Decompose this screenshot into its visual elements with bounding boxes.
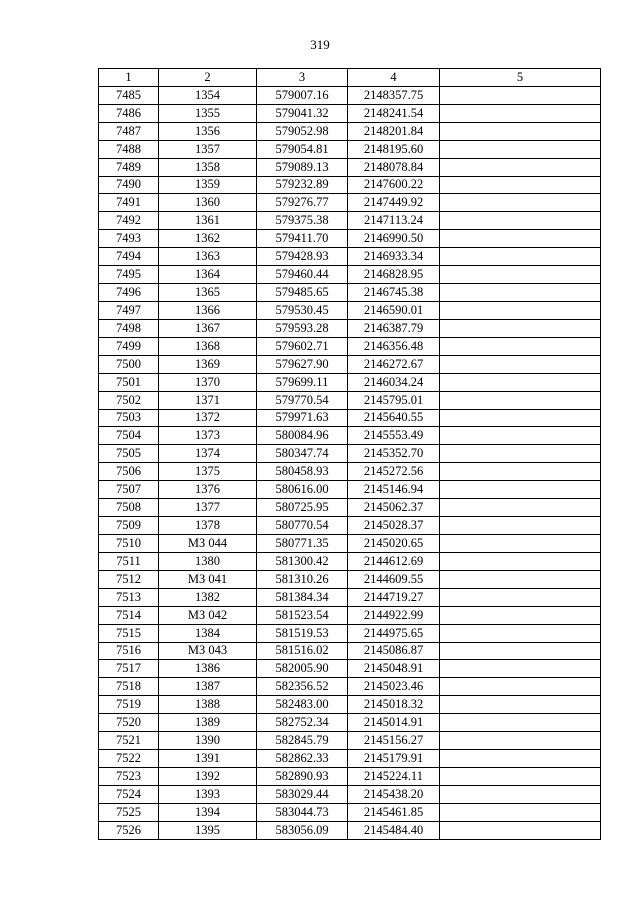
table-cell-col-4: 2146990.50 [348,230,440,248]
table-row [99,158,601,176]
table-cell-col-4: 2146933.34 [348,248,440,266]
table-cell-col-1: 7494 [99,248,159,266]
table-cell-col-4: 2145156.27 [348,732,440,750]
table-cell-col-5 [440,445,601,463]
table-cell-col-3: 581519.53 [257,624,348,642]
table-cell-col-5 [440,104,601,122]
table-cell-col-5 [440,606,601,624]
table-row [99,534,601,552]
table-cell-col-3: 583056.09 [257,821,348,839]
table-cell-col-1: 7491 [99,194,159,212]
table-row [99,427,601,445]
table-cell-col-4: 2146590.01 [348,301,440,319]
table-cell-col-5 [440,534,601,552]
table-cell-col-2: 1359 [159,176,257,194]
table-cell-col-5 [440,463,601,481]
table-cell-col-5 [440,481,601,499]
table-cell-col-5 [440,588,601,606]
table-cell-col-5 [440,194,601,212]
table-row [99,445,601,463]
table-cell-col-2: 1356 [159,122,257,140]
table-cell-col-4: 2146745.38 [348,284,440,302]
table-cell-col-2: 1371 [159,391,257,409]
table-cell-col-1: 7507 [99,481,159,499]
table-cell-col-4: 2144922.99 [348,606,440,624]
table-cell-col-1: 7490 [99,176,159,194]
table-cell-col-1: 7505 [99,445,159,463]
table-cell-col-3: 580458.93 [257,463,348,481]
table-row [99,391,601,409]
table-cell-col-4: 2147449.92 [348,194,440,212]
table-cell-col-3: 581300.42 [257,552,348,570]
table-cell-col-1: 7487 [99,122,159,140]
table-cell-col-4: 2148201.84 [348,122,440,140]
table-cell-col-4: 2145484.40 [348,821,440,839]
table-cell-col-5 [440,678,601,696]
table-row [99,570,601,588]
table-cell-col-1: 7519 [99,696,159,714]
table-cell-col-5 [440,319,601,337]
table-cell-col-2: 1377 [159,499,257,517]
table-cell-col-5 [440,517,601,535]
table-cell-col-1: 7515 [99,624,159,642]
table-cell-col-2: 1394 [159,803,257,821]
table-row [99,212,601,230]
table-cell-col-4: 2147113.24 [348,212,440,230]
table-row [99,248,601,266]
table-row [99,481,601,499]
table-cell-col-5 [440,284,601,302]
table-cell-col-3: 580771.35 [257,534,348,552]
table-cell-col-3: 579627.90 [257,355,348,373]
table-row [99,301,601,319]
table-cell-col-1: 7509 [99,517,159,535]
table-row [99,176,601,194]
table-cell-col-2: 1365 [159,284,257,302]
table-cell-col-3: 582752.34 [257,714,348,732]
table-cell-col-3: 579041.32 [257,104,348,122]
table-cell-col-5 [440,212,601,230]
table-cell-col-4: 2148195.60 [348,140,440,158]
column-header-1: 1 [99,69,159,87]
table-row [99,230,601,248]
table-cell-col-2: 1355 [159,104,257,122]
table-cell-col-4: 2146387.79 [348,319,440,337]
table-row [99,803,601,821]
table-cell-col-2: 1370 [159,373,257,391]
table-cell-col-1: 7489 [99,158,159,176]
table-cell-col-4: 2145020.65 [348,534,440,552]
table-cell-col-2: 1393 [159,785,257,803]
table-cell-col-1: 7498 [99,319,159,337]
table-cell-col-5 [440,570,601,588]
table-cell-col-1: 7516 [99,642,159,660]
table-cell-col-3: 579007.16 [257,86,348,104]
table-cell-col-4: 2147600.22 [348,176,440,194]
table-cell-col-2: 1386 [159,660,257,678]
table-cell-col-3: 579089.13 [257,158,348,176]
table-cell-col-1: 7510 [99,534,159,552]
table-cell-col-3: 581523.54 [257,606,348,624]
table-cell-col-3: 579411.70 [257,230,348,248]
table-cell-col-3: 581310.26 [257,570,348,588]
table-cell-col-3: 579276.77 [257,194,348,212]
table-cell-col-3: 582862.33 [257,750,348,768]
table-cell-col-1: 7504 [99,427,159,445]
table-cell-col-1: 7500 [99,355,159,373]
table-cell-col-3: 581384.34 [257,588,348,606]
table-header-row [99,69,601,87]
table-cell-col-2: МЗ 044 [159,534,257,552]
table-cell-col-5 [440,176,601,194]
table-cell-col-1: 7524 [99,785,159,803]
table-cell-col-3: 583029.44 [257,785,348,803]
table-row [99,373,601,391]
table-cell-col-5 [440,230,601,248]
column-header-5: 5 [440,69,601,87]
table-cell-col-2: 1390 [159,732,257,750]
table-cell-col-4: 2145553.49 [348,427,440,445]
table-cell-col-4: 2145795.01 [348,391,440,409]
table-cell-col-1: 7495 [99,266,159,284]
table-cell-col-4: 2146034.24 [348,373,440,391]
table-cell-col-1: 7501 [99,373,159,391]
table-cell-col-3: 582483.00 [257,696,348,714]
table-cell-col-1: 7522 [99,750,159,768]
table-cell-col-3: 582005.90 [257,660,348,678]
table-row [99,284,601,302]
table-row [99,409,601,427]
table-cell-col-4: 2145272.56 [348,463,440,481]
table-cell-col-5 [440,427,601,445]
column-header-4: 4 [348,69,440,87]
coordinates-table [98,68,601,840]
table-row [99,767,601,785]
table-cell-col-1: 7502 [99,391,159,409]
table-cell-col-3: 582845.79 [257,732,348,750]
table-cell-col-5 [440,337,601,355]
table-cell-col-4: 2145062.37 [348,499,440,517]
table-row [99,122,601,140]
table-cell-col-5 [440,373,601,391]
table-cell-col-2: 1372 [159,409,257,427]
table-cell-col-2: 1378 [159,517,257,535]
table-cell-col-4: 2146356.48 [348,337,440,355]
table-cell-col-3: 579052.98 [257,122,348,140]
table-cell-col-3: 579232.89 [257,176,348,194]
table-row [99,696,601,714]
table-cell-col-1: 7506 [99,463,159,481]
table-cell-col-5 [440,248,601,266]
table-cell-col-2: МЗ 043 [159,642,257,660]
table-cell-col-2: 1363 [159,248,257,266]
table-cell-col-5 [440,122,601,140]
table-row [99,463,601,481]
table-cell-col-1: 7496 [99,284,159,302]
table-cell-col-2: 1364 [159,266,257,284]
table-row [99,86,601,104]
table-cell-col-5 [440,552,601,570]
table-row [99,678,601,696]
table-cell-col-3: 582890.93 [257,767,348,785]
table-cell-col-2: 1375 [159,463,257,481]
table-cell-col-3: 579593.28 [257,319,348,337]
table-cell-col-1: 7520 [99,714,159,732]
table-cell-col-3: 579971.63 [257,409,348,427]
table-cell-col-5 [440,642,601,660]
table-cell-col-4: 2148241.54 [348,104,440,122]
table-cell-col-3: 579485.65 [257,284,348,302]
table-cell-col-1: 7518 [99,678,159,696]
table-cell-col-5 [440,750,601,768]
table-cell-col-1: 7512 [99,570,159,588]
table-cell-col-2: 1360 [159,194,257,212]
table-cell-col-2: 1388 [159,696,257,714]
table-cell-col-3: 582356.52 [257,678,348,696]
table-cell-col-3: 580084.96 [257,427,348,445]
table-cell-col-2: 1395 [159,821,257,839]
column-header-2: 2 [159,69,257,87]
table-cell-col-5 [440,140,601,158]
table-cell-col-4: 2145640.55 [348,409,440,427]
table-cell-col-1: 7526 [99,821,159,839]
table-cell-col-2: 1362 [159,230,257,248]
table-cell-col-3: 579770.54 [257,391,348,409]
table-row [99,821,601,839]
table-cell-col-3: 579699.11 [257,373,348,391]
table-cell-col-2: 1366 [159,301,257,319]
table-cell-col-4: 2145018.32 [348,696,440,714]
table-cell-col-4: 2145048.91 [348,660,440,678]
table-cell-col-3: 580725.95 [257,499,348,517]
table-cell-col-4: 2145179.91 [348,750,440,768]
table-row [99,714,601,732]
table-cell-col-5 [440,355,601,373]
table-cell-col-5 [440,391,601,409]
table-cell-col-5 [440,86,601,104]
table-row [99,337,601,355]
table-cell-col-3: 581516.02 [257,642,348,660]
column-header-3: 3 [257,69,348,87]
table-cell-col-2: МЗ 041 [159,570,257,588]
table-cell-col-1: 7503 [99,409,159,427]
table-cell-col-5 [440,660,601,678]
table-cell-col-3: 579375.38 [257,212,348,230]
table-cell-col-2: 1374 [159,445,257,463]
table-cell-col-2: 1369 [159,355,257,373]
table-cell-col-4: 2144975.65 [348,624,440,642]
table-row [99,606,601,624]
table-cell-col-1: 7523 [99,767,159,785]
table-cell-col-4: 2144719.27 [348,588,440,606]
table-cell-col-1: 7513 [99,588,159,606]
table-cell-col-3: 579460.44 [257,266,348,284]
table-cell-col-1: 7517 [99,660,159,678]
table-row [99,642,601,660]
table-cell-col-1: 7525 [99,803,159,821]
table-row [99,785,601,803]
table-cell-col-2: 1367 [159,319,257,337]
table-cell-col-3: 583044.73 [257,803,348,821]
table-cell-col-3: 580347.74 [257,445,348,463]
table-cell-col-4: 2145224.11 [348,767,440,785]
table-cell-col-2: 1392 [159,767,257,785]
table-cell-col-1: 7493 [99,230,159,248]
table-cell-col-2: 1391 [159,750,257,768]
table-cell-col-5 [440,803,601,821]
table-cell-col-4: 2145014.91 [348,714,440,732]
table-cell-col-2: 1358 [159,158,257,176]
table-cell-col-2: 1357 [159,140,257,158]
table-cell-col-5 [440,409,601,427]
table-cell-col-2: 1376 [159,481,257,499]
table-row [99,552,601,570]
table-cell-col-1: 7514 [99,606,159,624]
table-cell-col-4: 2145352.70 [348,445,440,463]
table-cell-col-1: 7499 [99,337,159,355]
table-row [99,319,601,337]
table-cell-col-3: 579428.93 [257,248,348,266]
table-cell-col-1: 7521 [99,732,159,750]
table-cell-col-4: 2145146.94 [348,481,440,499]
table-cell-col-3: 579054.81 [257,140,348,158]
table-cell-col-2: 1361 [159,212,257,230]
table-cell-col-1: 7508 [99,499,159,517]
table-row [99,624,601,642]
table-row [99,588,601,606]
table-row [99,194,601,212]
table-cell-col-4: 2145438.20 [348,785,440,803]
table-cell-col-4: 2144609.55 [348,570,440,588]
table-cell-col-2: 1380 [159,552,257,570]
table-cell-col-2: 1382 [159,588,257,606]
table-cell-col-5 [440,714,601,732]
table-cell-col-2: 1354 [159,86,257,104]
table-cell-col-5 [440,767,601,785]
table-row [99,104,601,122]
table-cell-col-1: 7488 [99,140,159,158]
table-row [99,517,601,535]
table-cell-col-5 [440,732,601,750]
table-cell-col-3: 579602.71 [257,337,348,355]
table-cell-col-4: 2145028.37 [348,517,440,535]
table-cell-col-4: 2146272.67 [348,355,440,373]
table-row [99,499,601,517]
table-row [99,660,601,678]
table-cell-col-5 [440,624,601,642]
table-cell-col-5 [440,821,601,839]
table-cell-col-2: 1373 [159,427,257,445]
table-cell-col-4: 2148078.84 [348,158,440,176]
table-cell-col-4: 2145086.87 [348,642,440,660]
table-cell-col-2: МЗ 042 [159,606,257,624]
table-cell-col-5 [440,158,601,176]
table-cell-col-5 [440,266,601,284]
table-cell-col-4: 2148357.75 [348,86,440,104]
table-cell-col-2: 1368 [159,337,257,355]
page-number: 319 [310,37,330,52]
table-row [99,266,601,284]
table-cell-col-4: 2144612.69 [348,552,440,570]
table-cell-col-2: 1387 [159,678,257,696]
table-cell-col-1: 7492 [99,212,159,230]
table-cell-col-3: 580616.00 [257,481,348,499]
table-cell-col-5 [440,499,601,517]
table-cell-col-1: 7511 [99,552,159,570]
table-cell-col-2: 1384 [159,624,257,642]
table-cell-col-5 [440,301,601,319]
table-cell-col-3: 579530.45 [257,301,348,319]
table-row [99,140,601,158]
table-cell-col-1: 7485 [99,86,159,104]
table-cell-col-5 [440,785,601,803]
table-row [99,732,601,750]
table-cell-col-4: 2145023.46 [348,678,440,696]
table-cell-col-3: 580770.54 [257,517,348,535]
table-cell-col-1: 7497 [99,301,159,319]
table-cell-col-5 [440,696,601,714]
table-body [99,86,601,839]
table-row [99,355,601,373]
table-cell-col-4: 2145461.85 [348,803,440,821]
table-cell-col-4: 2146828.95 [348,266,440,284]
table-row [99,750,601,768]
table-cell-col-2: 1389 [159,714,257,732]
table-cell-col-1: 7486 [99,104,159,122]
